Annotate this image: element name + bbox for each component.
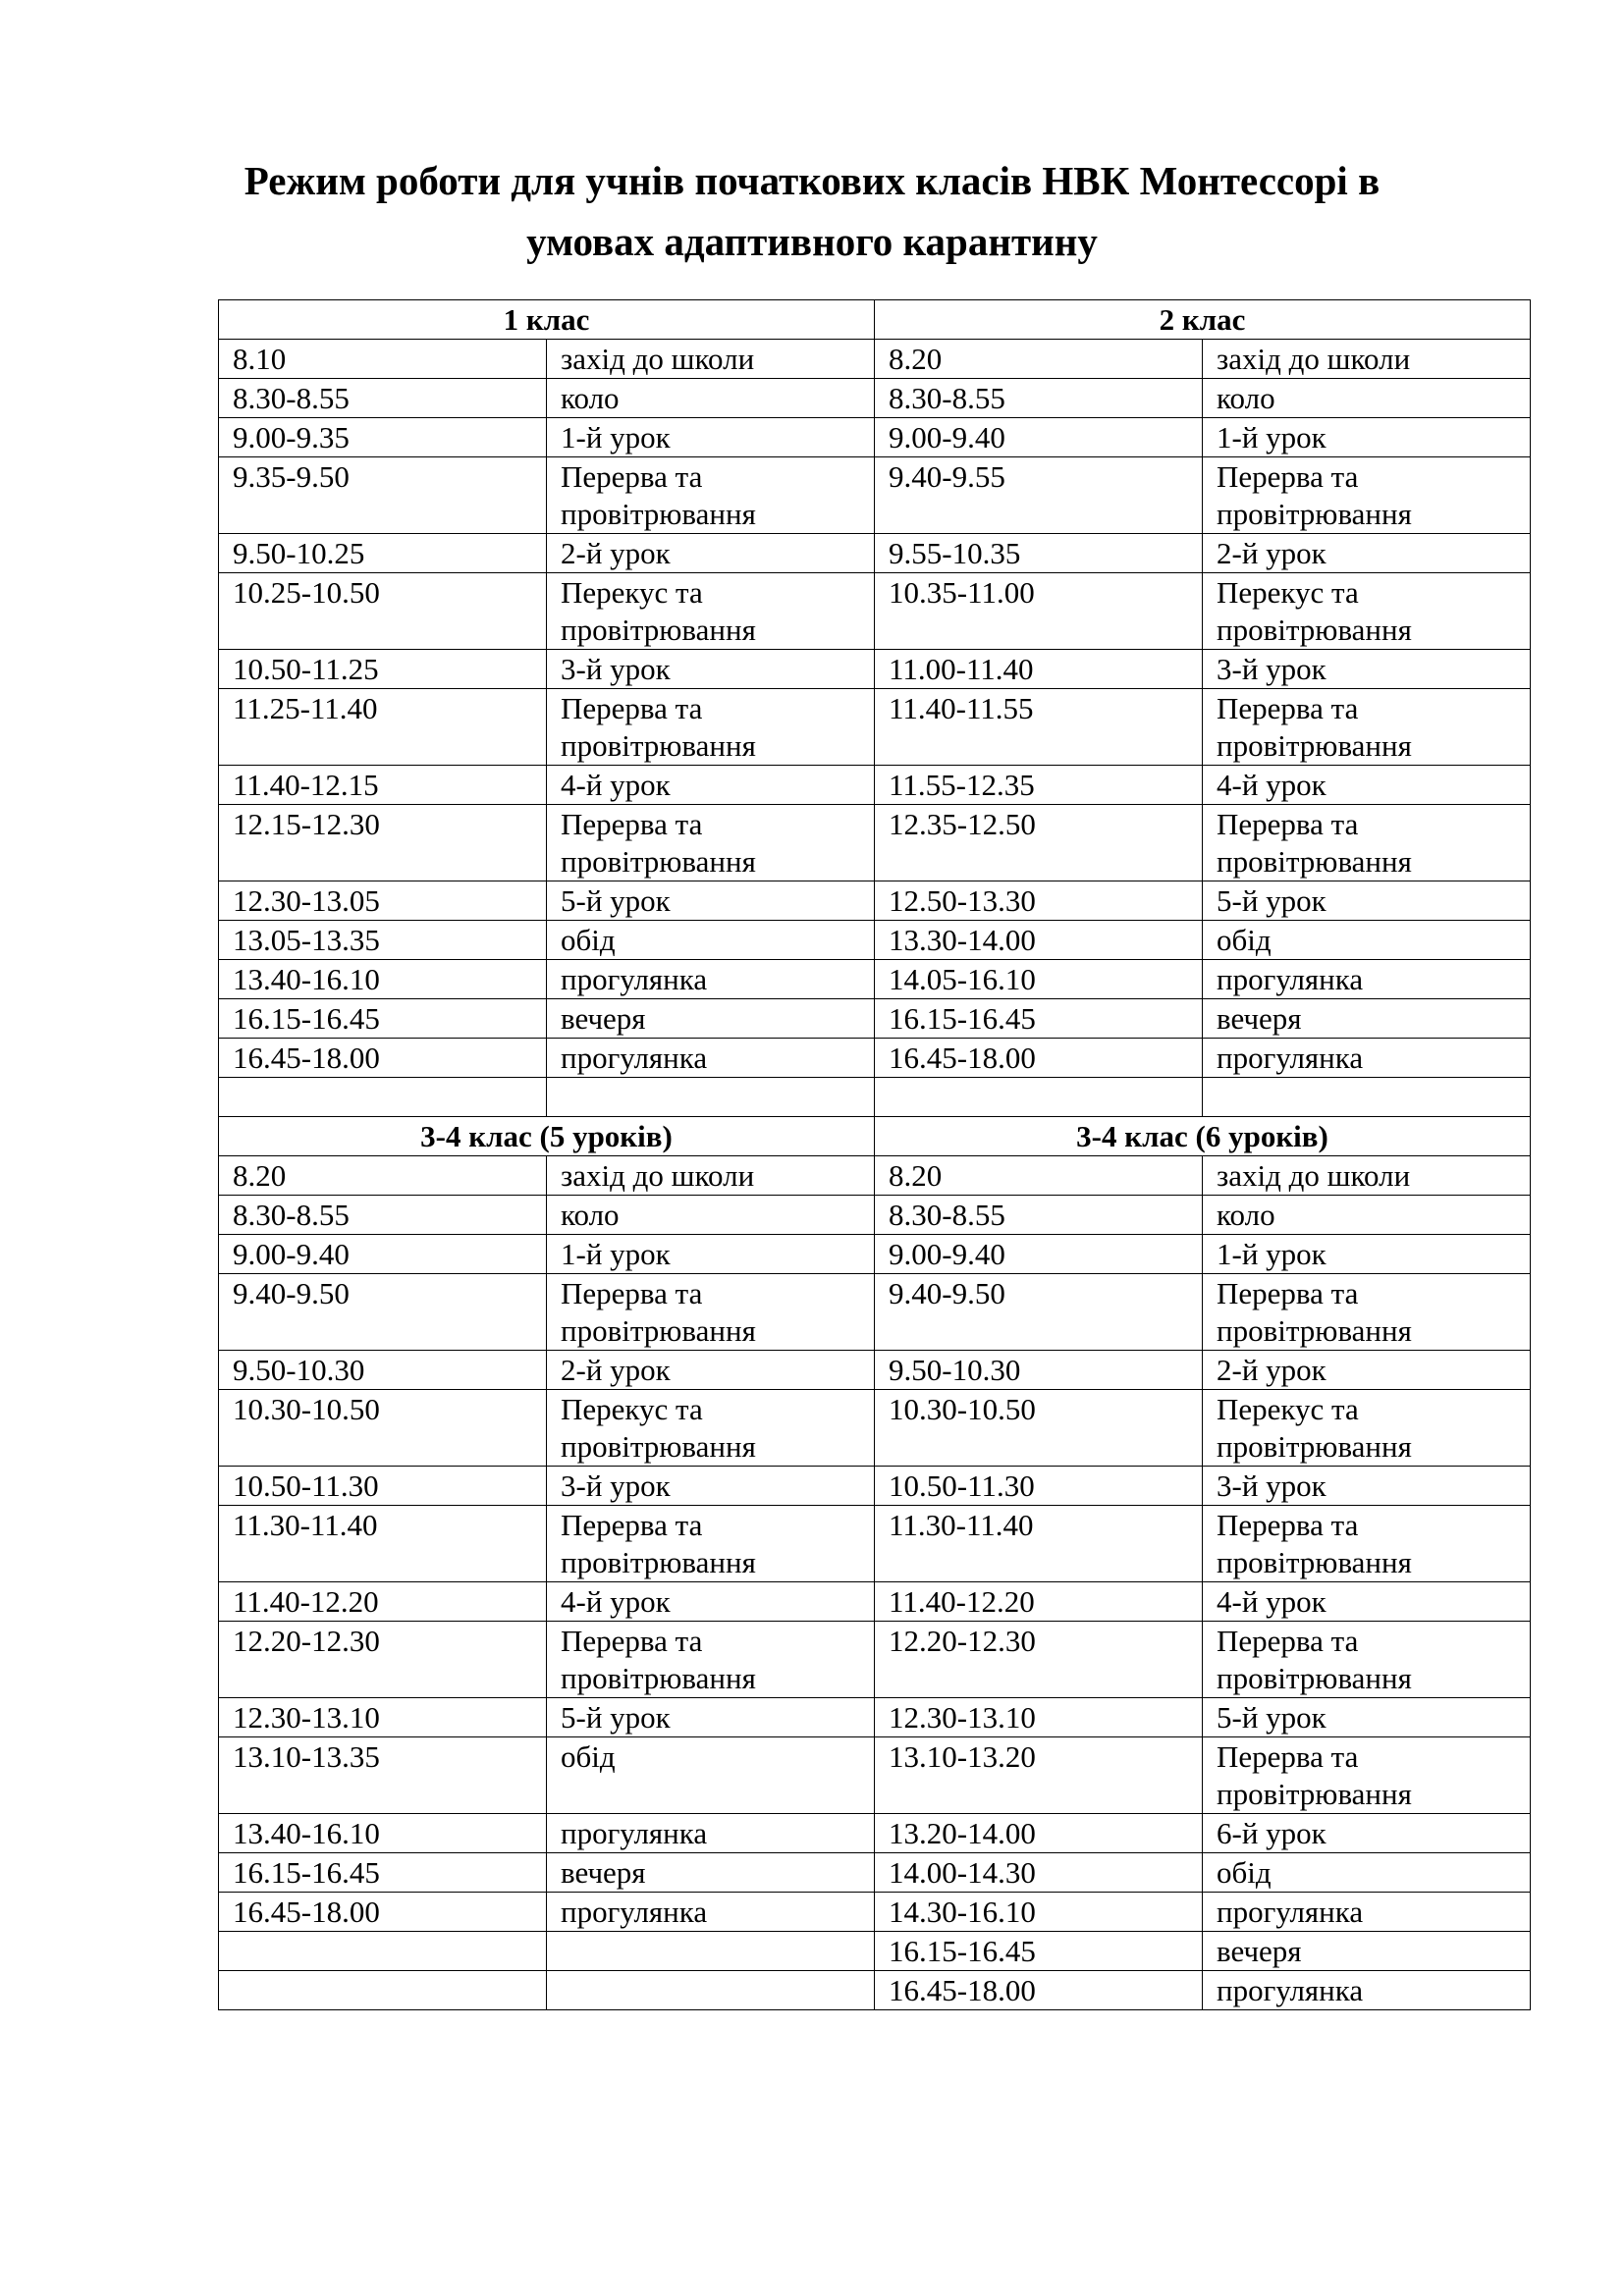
time-cell: 10.35-11.00 bbox=[875, 573, 1203, 650]
time-cell: 11.40-11.55 bbox=[875, 689, 1203, 766]
activity-cell: 5-й урок bbox=[547, 1698, 875, 1737]
activity-cell: Перерва та провітрювання bbox=[1203, 457, 1531, 534]
activity-cell: 1-й урок bbox=[1203, 418, 1531, 457]
table-row bbox=[219, 1039, 1531, 1078]
time-cell bbox=[219, 1971, 547, 2010]
activity-cell: захід до школи bbox=[1203, 340, 1531, 379]
activity-cell: обід bbox=[1203, 1853, 1531, 1893]
table-row bbox=[219, 1196, 1531, 1235]
time-cell: 16.15-16.45 bbox=[875, 1932, 1203, 1971]
table-row bbox=[219, 960, 1531, 999]
time-cell: 14.00-14.30 bbox=[875, 1853, 1203, 1893]
time-cell: 8.20 bbox=[219, 1156, 547, 1196]
time-cell: 14.05-16.10 bbox=[875, 960, 1203, 999]
table-row bbox=[219, 1390, 1531, 1467]
activity-cell: вечеря bbox=[547, 999, 875, 1039]
activity-cell: 1-й урок bbox=[1203, 1235, 1531, 1274]
time-cell: 12.30-13.05 bbox=[219, 881, 547, 921]
time-cell: 11.00-11.40 bbox=[875, 650, 1203, 689]
time-cell: 13.30-14.00 bbox=[875, 921, 1203, 960]
time-cell: 8.20 bbox=[875, 1156, 1203, 1196]
activity-cell: коло bbox=[547, 1196, 875, 1235]
activity-cell: захід до школи bbox=[547, 1156, 875, 1196]
table-cell-empty bbox=[547, 1078, 875, 1117]
time-cell: 11.25-11.40 bbox=[219, 689, 547, 766]
title-line-1: Режим роботи для учнів початкових класів НВК Монтессорі в bbox=[244, 158, 1380, 203]
table-spacer-row bbox=[219, 1078, 1531, 1117]
section-header-grade-3-4-six-lessons: 3-4 клас (6 уроків) bbox=[875, 1117, 1531, 1156]
time-cell: 11.30-11.40 bbox=[875, 1506, 1203, 1582]
table-row bbox=[219, 1156, 1531, 1196]
activity-cell: 5-й урок bbox=[1203, 881, 1531, 921]
table-row bbox=[219, 1932, 1531, 1971]
time-cell: 12.15-12.30 bbox=[219, 805, 547, 881]
activity-cell: 4-й урок bbox=[1203, 766, 1531, 805]
time-cell: 16.45-18.00 bbox=[875, 1971, 1203, 2010]
table-row bbox=[219, 650, 1531, 689]
activity-cell: 4-й урок bbox=[547, 1582, 875, 1622]
table-row bbox=[219, 1893, 1531, 1932]
activity-cell: коло bbox=[547, 379, 875, 418]
activity-cell: Перерва та провітрювання bbox=[547, 1274, 875, 1351]
activity-cell: 5-й урок bbox=[1203, 1698, 1531, 1737]
document-title bbox=[0, 150, 1624, 272]
table-row bbox=[219, 805, 1531, 881]
activity-cell: прогулянка bbox=[547, 960, 875, 999]
time-cell: 13.40-16.10 bbox=[219, 1814, 547, 1853]
time-cell: 9.00-9.40 bbox=[875, 1235, 1203, 1274]
title-line-2: умовах адаптивного карантину bbox=[526, 219, 1098, 264]
activity-cell: прогулянка bbox=[1203, 1971, 1531, 2010]
table-cell-empty bbox=[875, 1078, 1203, 1117]
activity-cell: Перерва та провітрювання bbox=[547, 805, 875, 881]
time-cell: 16.45-18.00 bbox=[875, 1039, 1203, 1078]
table-cell-empty bbox=[1203, 1078, 1531, 1117]
table-row bbox=[219, 1698, 1531, 1737]
table-row bbox=[219, 1506, 1531, 1582]
activity-cell: 3-й урок bbox=[1203, 1467, 1531, 1506]
time-cell: 9.40-9.55 bbox=[875, 457, 1203, 534]
table-row bbox=[219, 1467, 1531, 1506]
time-cell: 12.30-13.10 bbox=[219, 1698, 547, 1737]
activity-cell: прогулянка bbox=[1203, 1039, 1531, 1078]
table-cell-empty bbox=[219, 1078, 547, 1117]
time-cell: 16.45-18.00 bbox=[219, 1893, 547, 1932]
time-cell: 9.50-10.25 bbox=[219, 534, 547, 573]
time-cell: 14.30-16.10 bbox=[875, 1893, 1203, 1932]
activity-cell: прогулянка bbox=[547, 1814, 875, 1853]
time-cell: 11.40-12.20 bbox=[219, 1582, 547, 1622]
time-cell: 12.20-12.30 bbox=[875, 1622, 1203, 1698]
time-cell: 13.20-14.00 bbox=[875, 1814, 1203, 1853]
section-header-grade-2: 2 клас bbox=[875, 300, 1531, 340]
time-cell: 11.40-12.15 bbox=[219, 766, 547, 805]
activity-cell: 6-й урок bbox=[1203, 1814, 1531, 1853]
time-cell: 8.30-8.55 bbox=[219, 1196, 547, 1235]
time-cell: 12.20-12.30 bbox=[219, 1622, 547, 1698]
time-cell: 9.00-9.35 bbox=[219, 418, 547, 457]
time-cell: 11.40-12.20 bbox=[875, 1582, 1203, 1622]
activity-cell: Перерва та провітрювання bbox=[1203, 805, 1531, 881]
activity-cell: прогулянка bbox=[1203, 1893, 1531, 1932]
activity-cell: Перерва та провітрювання bbox=[1203, 1737, 1531, 1814]
activity-cell: обід bbox=[1203, 921, 1531, 960]
activity-cell bbox=[547, 1971, 875, 2010]
time-cell: 9.50-10.30 bbox=[219, 1351, 547, 1390]
activity-cell: 1-й урок bbox=[547, 418, 875, 457]
time-cell: 16.15-16.45 bbox=[219, 1853, 547, 1893]
activity-cell: 2-й урок bbox=[547, 1351, 875, 1390]
time-cell: 13.10-13.35 bbox=[219, 1737, 547, 1814]
table-row bbox=[219, 379, 1531, 418]
time-cell bbox=[219, 1932, 547, 1971]
time-cell: 16.45-18.00 bbox=[219, 1039, 547, 1078]
activity-cell: 2-й урок bbox=[547, 534, 875, 573]
activity-cell: прогулянка bbox=[547, 1039, 875, 1078]
activity-cell: обід bbox=[547, 1737, 875, 1814]
time-cell: 16.15-16.45 bbox=[219, 999, 547, 1039]
time-cell: 9.40-9.50 bbox=[875, 1274, 1203, 1351]
table-row bbox=[219, 1814, 1531, 1853]
time-cell: 10.50-11.25 bbox=[219, 650, 547, 689]
activity-cell: 3-й урок bbox=[547, 1467, 875, 1506]
time-cell: 8.30-8.55 bbox=[875, 1196, 1203, 1235]
activity-cell: Перерва та провітрювання bbox=[547, 1506, 875, 1582]
activity-cell: 4-й урок bbox=[547, 766, 875, 805]
activity-cell: обід bbox=[547, 921, 875, 960]
activity-cell: 3-й урок bbox=[547, 650, 875, 689]
time-cell: 9.00-9.40 bbox=[875, 418, 1203, 457]
activity-cell: Перерва та провітрювання bbox=[547, 689, 875, 766]
table-row bbox=[219, 1971, 1531, 2010]
activity-cell: Перерва та провітрювання bbox=[1203, 1274, 1531, 1351]
schedule-table bbox=[218, 299, 1531, 2010]
activity-cell: 2-й урок bbox=[1203, 1351, 1531, 1390]
activity-cell: Перекус та провітрювання bbox=[547, 573, 875, 650]
time-cell: 12.50-13.30 bbox=[875, 881, 1203, 921]
activity-cell: вечеря bbox=[1203, 1932, 1531, 1971]
time-cell: 13.05-13.35 bbox=[219, 921, 547, 960]
section-header-grade-3-4-five-lessons: 3-4 клас (5 уроків) bbox=[219, 1117, 875, 1156]
table-row bbox=[219, 689, 1531, 766]
activity-cell: Перекус та провітрювання bbox=[1203, 573, 1531, 650]
activity-cell: прогулянка bbox=[1203, 960, 1531, 999]
table-row bbox=[219, 1235, 1531, 1274]
time-cell: 8.30-8.55 bbox=[219, 379, 547, 418]
activity-cell: вечеря bbox=[547, 1853, 875, 1893]
table-row bbox=[219, 534, 1531, 573]
time-cell: 9.40-9.50 bbox=[219, 1274, 547, 1351]
time-cell: 13.40-16.10 bbox=[219, 960, 547, 999]
activity-cell: прогулянка bbox=[547, 1893, 875, 1932]
activity-cell: Перерва та провітрювання bbox=[1203, 689, 1531, 766]
time-cell: 8.30-8.55 bbox=[875, 379, 1203, 418]
time-cell: 10.30-10.50 bbox=[219, 1390, 547, 1467]
time-cell: 8.20 bbox=[875, 340, 1203, 379]
activity-cell: Перерва та провітрювання bbox=[1203, 1622, 1531, 1698]
time-cell: 8.10 bbox=[219, 340, 547, 379]
table-row bbox=[219, 1737, 1531, 1814]
activity-cell: Перерва та провітрювання bbox=[547, 1622, 875, 1698]
time-cell: 9.55-10.35 bbox=[875, 534, 1203, 573]
activity-cell: Перекус та провітрювання bbox=[547, 1390, 875, 1467]
time-cell: 10.25-10.50 bbox=[219, 573, 547, 650]
activity-cell: вечеря bbox=[1203, 999, 1531, 1039]
table-row bbox=[219, 1582, 1531, 1622]
activity-cell: 4-й урок bbox=[1203, 1582, 1531, 1622]
time-cell: 10.30-10.50 bbox=[875, 1390, 1203, 1467]
time-cell: 9.35-9.50 bbox=[219, 457, 547, 534]
time-cell: 10.50-11.30 bbox=[875, 1467, 1203, 1506]
activity-cell: 3-й урок bbox=[1203, 650, 1531, 689]
activity-cell: 2-й урок bbox=[1203, 534, 1531, 573]
time-cell: 12.30-13.10 bbox=[875, 1698, 1203, 1737]
activity-cell: Перекус та провітрювання bbox=[1203, 1390, 1531, 1467]
section-1-header-row bbox=[219, 300, 1531, 340]
activity-cell: захід до школи bbox=[1203, 1156, 1531, 1196]
table-row bbox=[219, 457, 1531, 534]
activity-cell: коло bbox=[1203, 379, 1531, 418]
activity-cell: Перерва та провітрювання bbox=[1203, 1506, 1531, 1582]
table-row bbox=[219, 1622, 1531, 1698]
table-row bbox=[219, 573, 1531, 650]
table-row bbox=[219, 921, 1531, 960]
table-row bbox=[219, 881, 1531, 921]
section-header-grade-1: 1 клас bbox=[219, 300, 875, 340]
table-row bbox=[219, 1274, 1531, 1351]
time-cell: 9.00-9.40 bbox=[219, 1235, 547, 1274]
time-cell: 16.15-16.45 bbox=[875, 999, 1203, 1039]
time-cell: 11.55-12.35 bbox=[875, 766, 1203, 805]
activity-cell: захід до школи bbox=[547, 340, 875, 379]
table-row bbox=[219, 340, 1531, 379]
activity-cell bbox=[547, 1932, 875, 1971]
table-row bbox=[219, 999, 1531, 1039]
table-row bbox=[219, 766, 1531, 805]
time-cell: 11.30-11.40 bbox=[219, 1506, 547, 1582]
table-row bbox=[219, 418, 1531, 457]
table-row bbox=[219, 1853, 1531, 1893]
time-cell: 12.35-12.50 bbox=[875, 805, 1203, 881]
time-cell: 9.50-10.30 bbox=[875, 1351, 1203, 1390]
activity-cell: 1-й урок bbox=[547, 1235, 875, 1274]
time-cell: 10.50-11.30 bbox=[219, 1467, 547, 1506]
schedule-table-body bbox=[219, 300, 1531, 2010]
activity-cell: Перерва та провітрювання bbox=[547, 457, 875, 534]
time-cell: 13.10-13.20 bbox=[875, 1737, 1203, 1814]
section-2-header-row bbox=[219, 1117, 1531, 1156]
activity-cell: 5-й урок bbox=[547, 881, 875, 921]
table-row bbox=[219, 1351, 1531, 1390]
activity-cell: коло bbox=[1203, 1196, 1531, 1235]
